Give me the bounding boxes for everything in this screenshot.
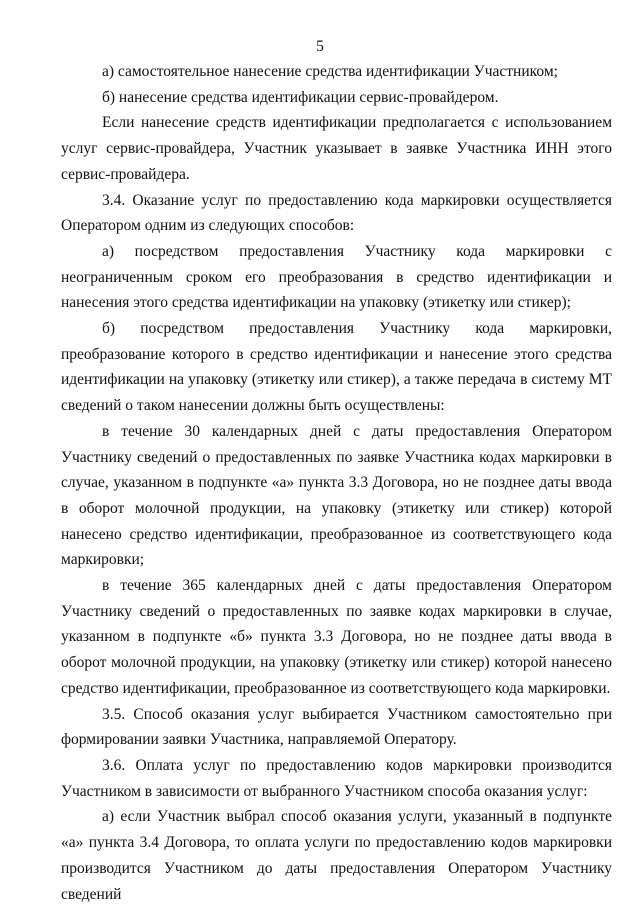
paragraph-3-4-a: а) посредством предоставления Участнику кода маркировки с неограниченным сроком его преобразования в средство идентификации и нанесения этого средства идентификации на упаковку (этикетку или стикер);: [61, 242, 612, 312]
paragraph-3-5: 3.5. Способ оказания услуг выбирается Участником самостоятельно при формировании заявки Участника, направляемой Оператору.: [61, 705, 612, 749]
paragraph-item-b-provider: б) нанесение средства идентификации сервис-провайдером.: [102, 88, 499, 106]
paragraph-30-days: в течение 30 календарных дней с даты предоставления Оператором Участнику сведений о предоставленных по заявке Участника кодах маркировки в случае, указанном в подпункте «а» пункта 3.3 Договора, но не позднее даты ввода в оборот молочной продукции, на упаковку (этикетку или стикер) которой нанесено средство идентификации, преобразованное из соответствующего кода маркировки;: [61, 422, 612, 569]
paragraph-3-4-b: б) посредством предоставления Участнику кода маркировки, преобразование которого в средство идентификации и нанесение этого средства идентификации на упаковку (этикетку или стикер), а также передача в систему МТ сведений о таком нанесении должны быть осуществлены:: [61, 320, 612, 415]
page-number: 5: [316, 38, 324, 55]
paragraph-service-provider-inn: Если нанесение средств идентификации предполагается с использованием услуг сервис-провайдера, Участник указывает в заявке Участника ИНН этого сервис-провайдера.: [61, 114, 612, 183]
paragraph-365-days: в течение 365 календарных дней с даты предоставления Оператором Участнику сведений о предоставленных по заявке кодах маркировки в случае, указанном в подпункте «б» пункта 3.3 Договора, но не позднее даты ввода в оборот молочной продукции, на упаковку (этикетку или стикер) которой нанесено средство идентификации, преобразованное из соответствующего кода маркировки.: [61, 577, 612, 697]
paragraph-3-4: 3.4. Оказание услуг по предоставлению кода маркировки осуществляется Оператором одним из следующих способов:: [61, 191, 612, 235]
paragraph-3-6-a: а) если Участник выбрал способ оказания услуги, указанный в подпункте «а» пункта 3.4 Договора, то оплата услуги по предоставлению кодов маркировки производится Участником до даты предоставления Оператором Участнику сведений: [61, 808, 612, 903]
paragraph-3-6: 3.6. Оплата услуг по предоставлению кодов маркировки производится Участником в зависимости от выбранного Участником способа оказания услуг:: [61, 756, 612, 800]
document-body: [61, 59, 612, 907]
paragraph-item-a-self: а) самостоятельное нанесение средства идентификации Участником;: [102, 63, 558, 80]
